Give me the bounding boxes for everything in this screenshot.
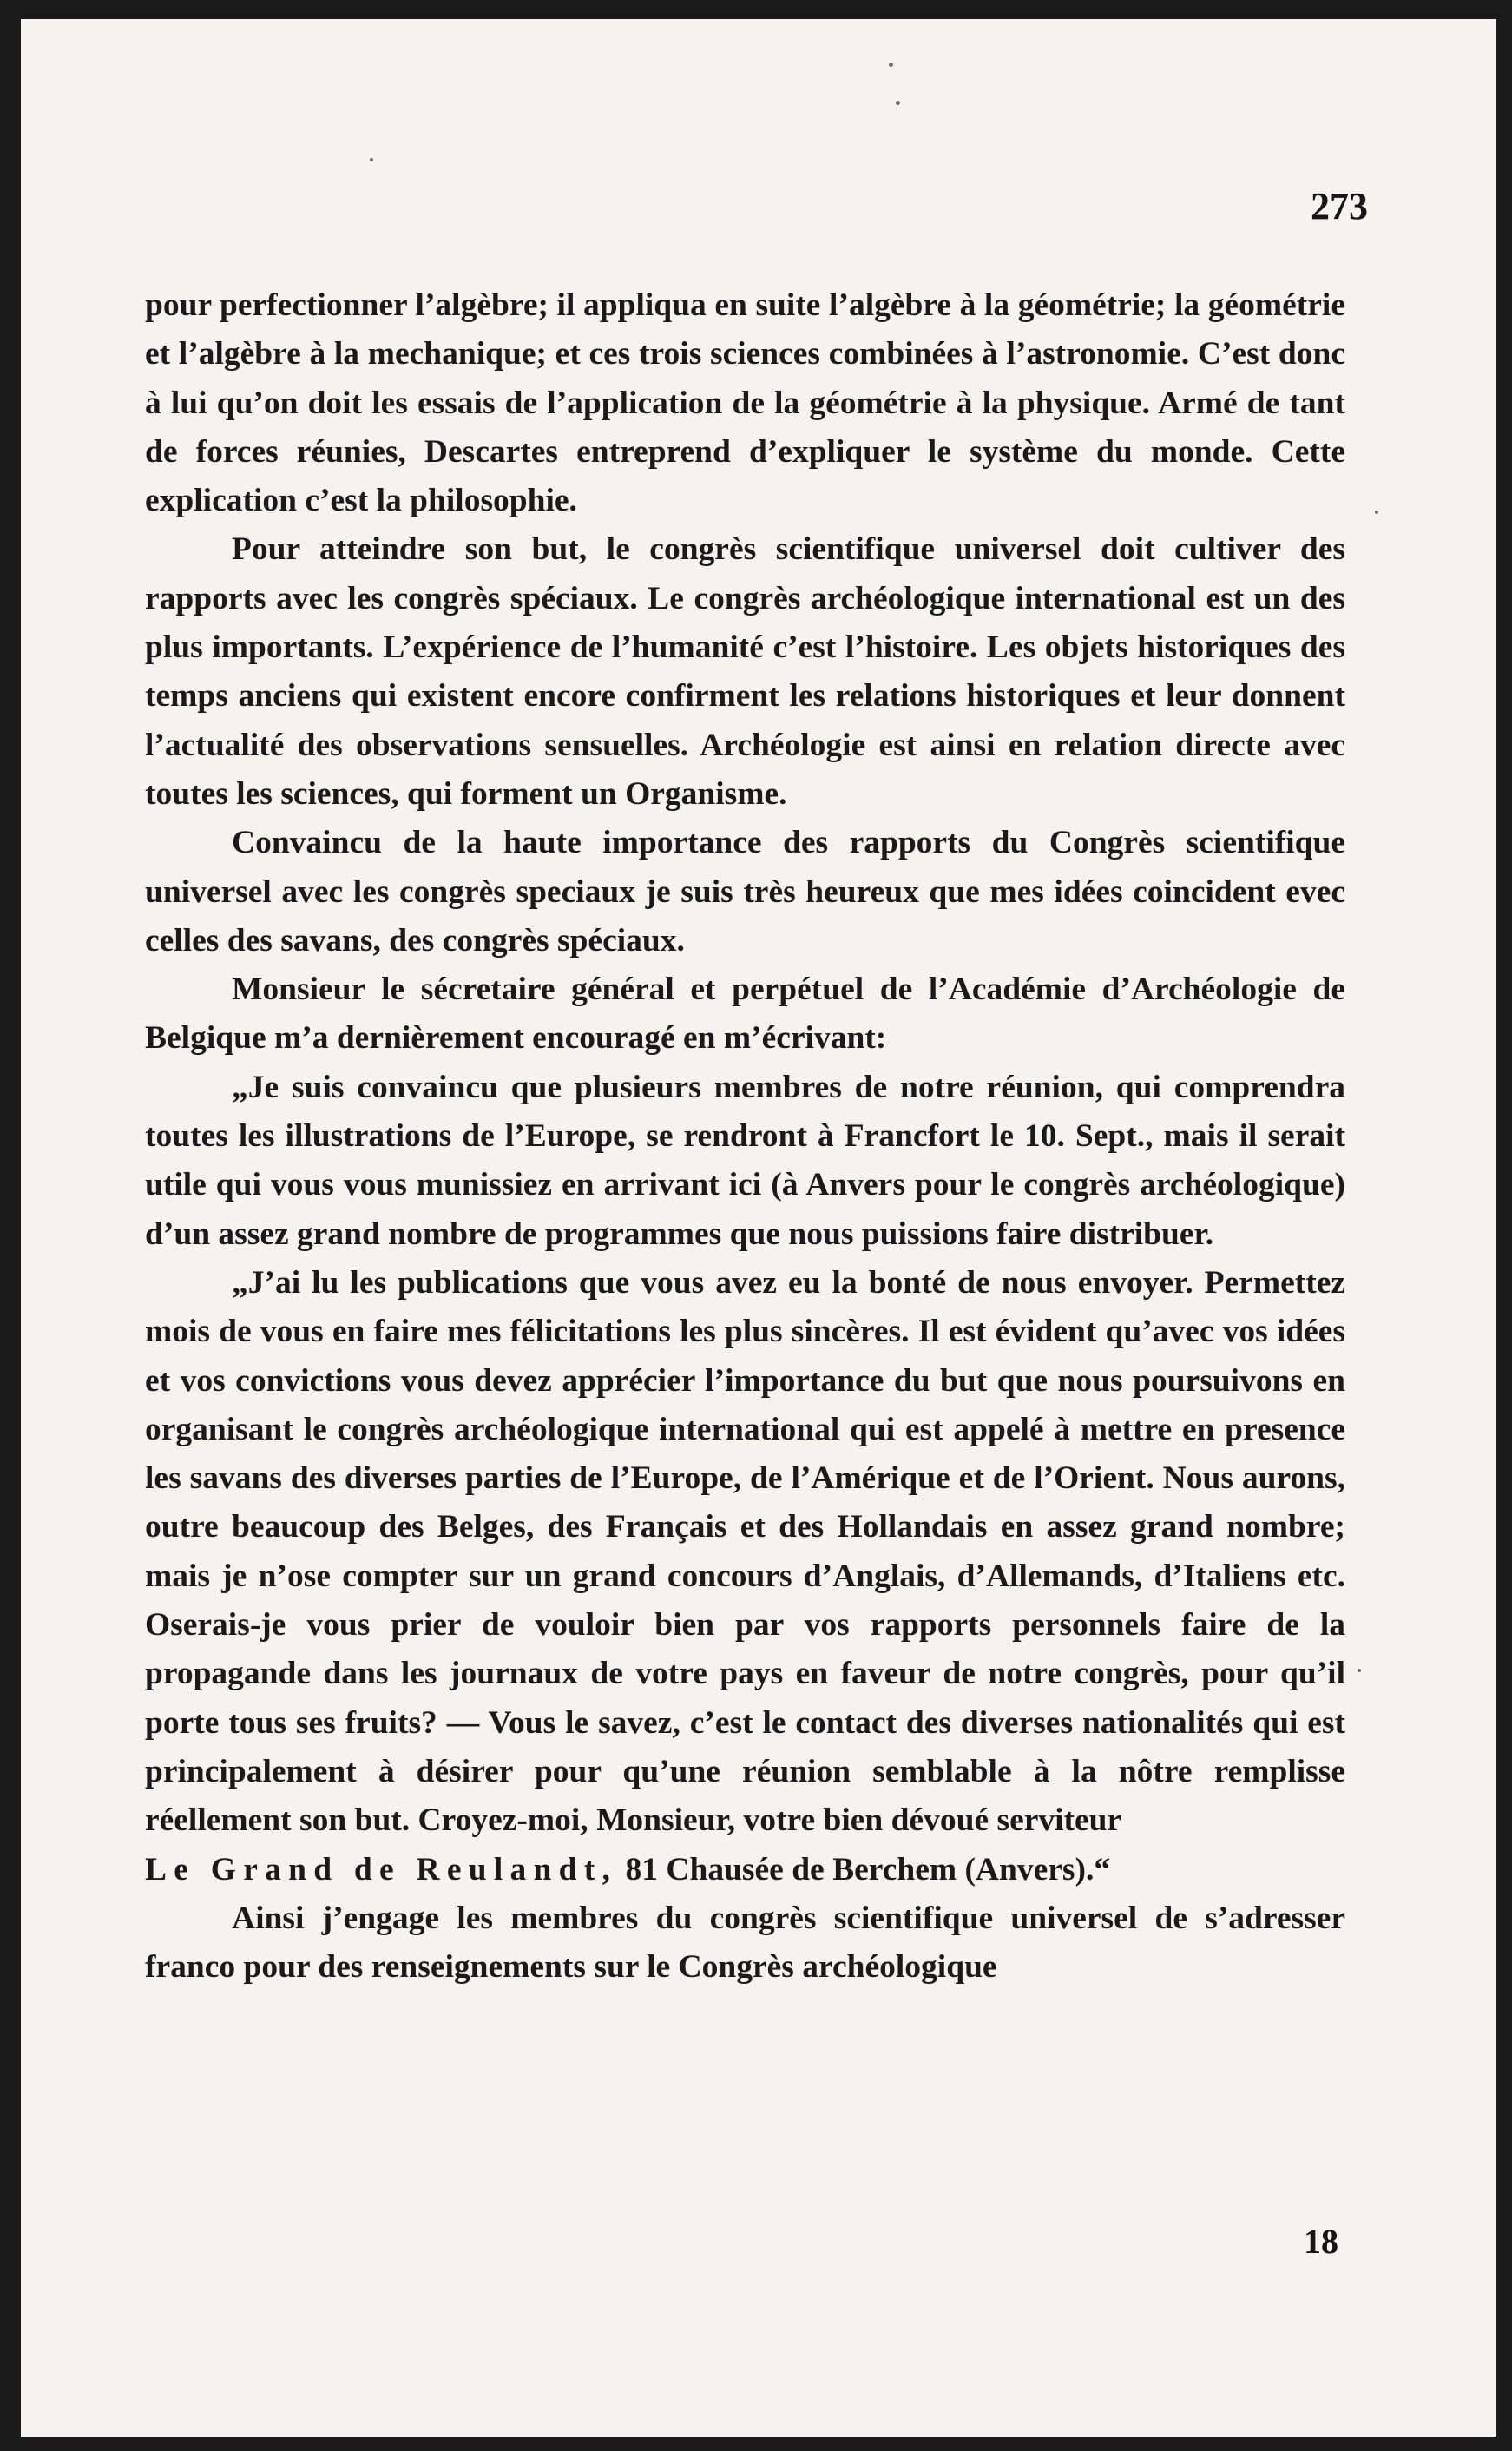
signature-name: Le Grand de Reulandt, [145,1851,618,1888]
paragraph-descartes: pour perfectionner l’algèbre; il appliqua en suite l’algèbre à la géométrie; la géométrie et l’algèbre à la mechanique; et ces trois sciences combinées à l’astronomie. C’est donc à lui qu’on doit les essais de l’application de la géométrie à la physique. Armé de tant de forces réunies, Descartes entreprend d’expliquer le système du monde. Cette explication c’est la philosophie. [145,287,1345,519]
paper-speck [1375,511,1378,514]
paper-speck [896,101,900,105]
paragraph-secretaire: Monsieur le sécretaire général et perpétuel de l’Académie d’Archéologie de Belgique m’a dernièrement encouragé en m’écrivant: [145,972,1345,1057]
letter-body-text: „J’ai lu les publications que vous avez eu la bonté de nous envoyer. Permettez mois de vous en faire mes félicitations les plus sincères. Il est évident qu’avec vos idées et vos convictions vous devez apprécier l’importance du but que nous poursuivons en organisant le congrès archéologique international qui est appelé à mettre en presence les savans des diverses parties de l’Europe, de l’Amérique et de l’Orient. Nous aurons, outre beaucoup des Belges, des Français et des Hollandais en assez grand nombre; mais je n’ose compter sur un grand concours d’Anglais, d’Allemands, d’Italiens etc. Oserais-je vous prier de vouloir bien par vos rapports personnels faire de la propagande dans les journaux de votre pays en faveur de notre congrès, pour qu’il porte tous ses fruits? — Vous le savez, c’est le contact des diverses nationalités qui est principalement à désirer pour qu’une réunion semblable à la nôtre remplisse réellement son but. Croyez-moi, Monsieur, votre bien dévoué serviteur [145,1264,1345,1839]
body-text [145,281,1345,1992]
paper-speck [1358,1669,1361,1672]
paragraph-ainsi: Ainsi j’engage les membres du congrès scientifique universel de s’adresser franco pour des renseignements sur le Congrès archéologique [145,1900,1345,1986]
paragraph-letter-quote-2 [145,1259,1345,1894]
paper-speck [889,63,893,67]
signature-address: 81 Chausée de Berchem (Anvers).“ [617,1851,1111,1888]
paragraph-convaincu: Convaincu de la haute importance des rapports du Congrès scientifique universel avec les congrès speciaux je suis très heureux que mes idées coincident evec celles des savans, des congrès spéciaux. [145,825,1345,959]
sheet-signature-number: 18 [1304,2222,1338,2261]
paper-speck [370,158,373,161]
page-number: 273 [1311,185,1368,227]
paragraph-archeology: Pour atteindre son but, le congrès scientifique universel doit cultiver des rapports avec les congrès spéciaux. Le congrès archéologique international est un des plus importants. L’expérience de l’humanité c’est l’histoire. Les objets historiques des temps anciens qui existent encore confirment les relations historiques et leur donnent l’actualité des observations sensuelles. Archéologie est ainsi en relation directe avec toutes les sciences, qui forment un Organisme. [145,531,1345,812]
paragraph-letter-quote-1: „Je suis convaincu que plusieurs membres de notre réunion, qui comprendra toutes les illustrations de l’Europe, se rendront à Francfort le 10. Sept., mais il serait utile qui vous vous munissiez en arrivant ici (à Anvers pour le congrès archéologique) d’un assez grand nombre de programmes que nous puissions faire distribuer. [145,1069,1345,1252]
book-page [21,19,1496,2437]
